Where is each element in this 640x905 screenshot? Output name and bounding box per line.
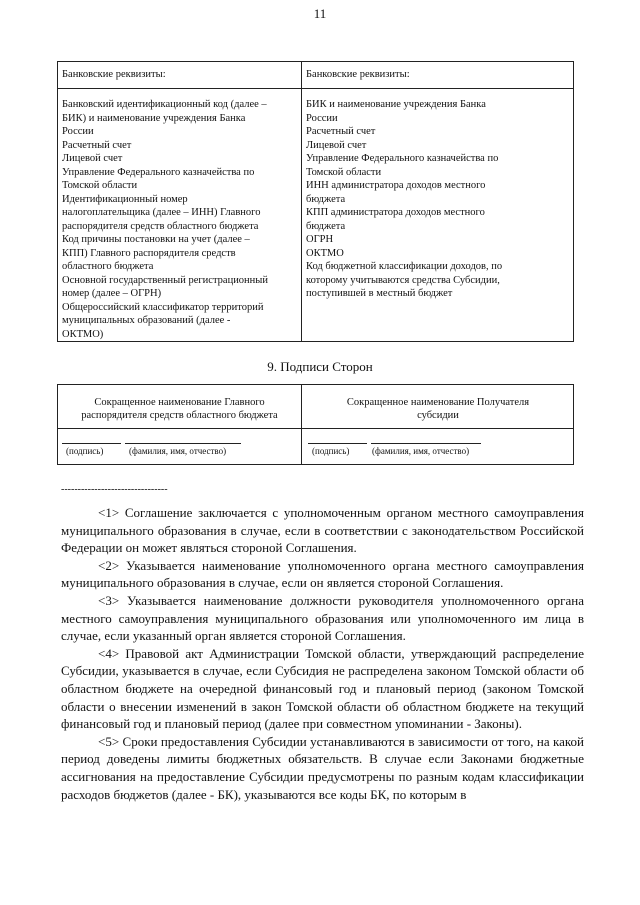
bank-detail-line: Томской области xyxy=(62,180,138,191)
right-party-header-line: Сокращенное наименование Получателя xyxy=(346,397,530,408)
bank-detail-line: бюджета xyxy=(306,220,346,232)
bank-detail-line: Лицевой счет xyxy=(62,153,123,164)
bank-detail-line: муниципальных образований (далее - xyxy=(62,315,231,326)
bank-detail-line: России xyxy=(306,112,338,124)
table-column-divider xyxy=(301,62,302,341)
right-bank-details xyxy=(306,98,568,301)
bank-detail-line: ОКТМО xyxy=(306,247,344,259)
footnote-1: <1> Соглашение заключается с уполномоченным органом местного самоуправления муниципального образования в случае, если в соответствии с законодательством Российской Федерации он может являться стороной Соглашения. xyxy=(61,505,584,556)
bank-detail-line: ОКТМО) xyxy=(62,328,104,340)
right-name-line xyxy=(371,443,481,444)
left-bank-header: Банковские реквизиты: xyxy=(62,69,166,80)
left-signature-caption: (подпись) xyxy=(66,446,104,456)
signatures-table xyxy=(57,384,574,465)
bank-detail-line: России xyxy=(62,126,94,137)
bank-detail-line: ОГРН xyxy=(306,234,334,245)
left-party-header-line: Сокращенное наименование Главного xyxy=(94,397,265,408)
bank-detail-line: ИНН администратора доходов местного xyxy=(306,180,486,191)
bank-detail-line: бюджета xyxy=(306,193,346,205)
bank-detail-line: Код причины постановки на учет (далее – xyxy=(62,234,250,245)
left-party-header xyxy=(58,396,301,422)
bank-detail-line: налогоплательщика (далее – ИНН) Главного xyxy=(62,207,261,218)
table-row-divider xyxy=(58,428,573,429)
bank-detail-line: Основной государственный регистрационный xyxy=(62,274,268,286)
right-signature-line xyxy=(308,443,367,444)
bank-detail-line: распорядителя средств областного бюджета xyxy=(62,220,259,232)
bank-detail-line: областного бюджета xyxy=(62,261,154,272)
bank-detail-line: КПП) Главного распорядителя средств xyxy=(62,247,236,259)
footnote-3: <3> Указывается наименование должности руководителя уполномоченного органа местного самоуправления муниципального образования или уполномоченного им лица в случае, если указанный орган является стороной Соглашения. xyxy=(61,592,584,644)
left-party-header-line: распорядителя средств областного бюджета xyxy=(81,410,278,421)
left-bank-details xyxy=(62,98,297,341)
page-number: 11 xyxy=(313,6,327,21)
bank-detail-line: поступившей в местный бюджет xyxy=(306,288,453,299)
footnote-2: <2> Указывается наименование уполномоченного органа местного самоуправления муниципального образования в случае, если он является стороной Соглашения. xyxy=(61,557,584,591)
footnote-5: <5> Сроки предоставления Субсидии устанавливаются в зависимости от того, на какой период доведены лимиты бюджетных обязательств. В случае если Законами бюджетные ассигнования на предоставление Субсидии предусмотрены по разным кодам классификации расходов бюджетов (далее - БК), указываются все коды БК, по которым в xyxy=(61,733,584,802)
bank-detail-line: Управление Федерального казначейства по xyxy=(62,166,255,178)
bank-detail-line: БИК) и наименование учреждения Банка xyxy=(62,112,246,124)
bank-detail-line: Лицевой счет xyxy=(306,139,367,151)
bank-detail-line: Управление Федерального казначейства по xyxy=(306,153,499,164)
bank-detail-line: Код бюджетной классификации доходов, по xyxy=(306,261,503,272)
bank-detail-line: Расчетный счет xyxy=(62,139,132,151)
bank-detail-line: КПП администратора доходов местного xyxy=(306,207,485,218)
right-party-header-line: субсидии xyxy=(417,410,459,421)
bank-detail-line: БИК и наименование учреждения Банка xyxy=(306,99,486,110)
bank-detail-line: Банковский идентификационный код (далее – xyxy=(62,99,267,110)
bank-detail-line: Общероссийский классификатор территорий xyxy=(62,301,264,313)
right-signature-caption: (подпись) xyxy=(312,446,350,456)
table-row-divider xyxy=(58,88,573,89)
bank-detail-line: номер (далее – ОГРН) xyxy=(62,288,162,299)
right-name-caption: (фамилия, имя, отчество) xyxy=(372,446,470,456)
left-signature-line xyxy=(62,443,121,444)
bank-detail-line: Томской области xyxy=(306,166,382,178)
footnote-separator: -------------------------------- xyxy=(61,484,168,495)
left-name-line xyxy=(125,443,241,444)
footnotes xyxy=(61,504,584,803)
left-name-caption: (фамилия, имя, отчество) xyxy=(129,446,227,456)
bank-detail-line: Расчетный счет xyxy=(306,126,376,137)
signatures-title: 9. Подписи Сторон xyxy=(267,359,373,374)
bank-details-table xyxy=(57,61,574,342)
bank-detail-line: которому учитываются средства Субсидии, xyxy=(306,274,500,286)
right-party-header xyxy=(302,396,574,422)
footnote-4: <4> Правовой акт Администрации Томской области, утверждающий распределение Субсидии, указывается в случае, если Субсидия не распределена законом Томской области об областном бюджете на очередной финансовый год и плановый период (законом Томской области о внесении изменений в закон Томской области об областном бюджете на текущий финансовый год и плановый период (далее при совместном упоминании - Законы). xyxy=(61,645,584,732)
bank-detail-line: Идентификационный номер xyxy=(62,193,188,205)
right-bank-header: Банковские реквизиты: xyxy=(306,69,410,80)
